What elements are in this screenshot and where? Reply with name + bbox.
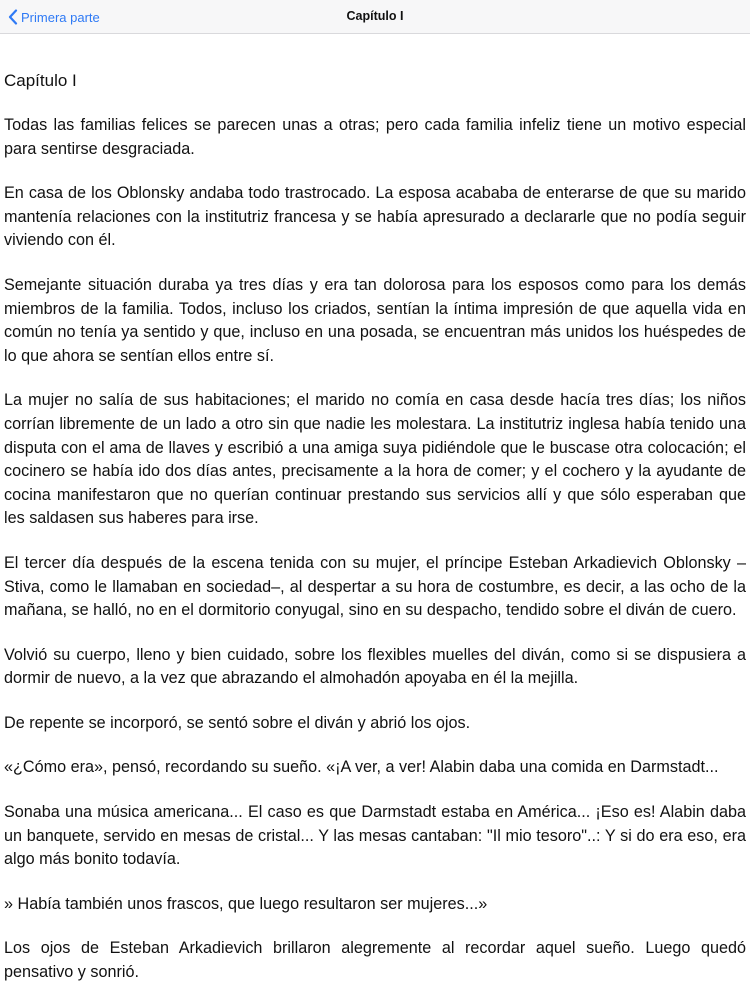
paragraph: » Había también unos frascos, que luego resultaron ser mujeres...» <box>4 894 488 913</box>
paragraph: De repente se incorporó, se sentó sobre el diván y abrió los ojos. <box>4 713 471 732</box>
nav-title: Capítulo I <box>346 9 404 23</box>
paragraph: «¿Cómo era», pensó, recordando su sueño. «¡A ver, a ver! Alabin daba una comida en Darmstadt... <box>4 758 719 777</box>
paragraph: Semejante situación duraba ya tres días y era tan dolorosa para los esposos como para los demás miembros de la familia. Todos, incluso los criados, sentían la íntima impresión de que aquella vida en común no tenía ya sentido y que, incluso en una posada, se encuentran más unidos los huéspedes de lo que ahora se sentían ellos entre sí. <box>4 275 746 365</box>
paragraph: El tercer día después de la escena tenida con su mujer, el príncipe Esteban Arkadievich Oblonsky –Stiva, como le llamaban en sociedad–, al despertar a su hora de costumbre, es decir, a las ocho de la mañana, se halló, no en el dormitorio conyugal, sino en su despacho, tendido sobre el diván de cuero. <box>4 553 746 620</box>
paragraph: Volvió su cuerpo, lleno y bien cuidado, sobre los flexibles muelles del diván, como si se dispusiera a dormir de nuevo, a la vez que abrazando el almohadón apoyaba en él la mejilla. <box>4 645 746 688</box>
paragraph: En casa de los Oblonsky andaba todo trastrocado. La esposa acababa de enterarse de que su marido mantenía relaciones con la institutriz francesa y se había apresurado a declararle que no podía seguir viviendo con él. <box>4 184 746 250</box>
back-button-label[interactable]: Primera parte <box>21 9 100 25</box>
reader-content <box>4 68 746 1006</box>
paragraph: Todas las familias felices se parecen unas a otras; pero cada familia infeliz tiene un motivo especial para sentirse desgraciada. <box>4 116 746 158</box>
paragraph: Los ojos de Esteban Arkadievich brillaron alegremente al recordar aquel sueño. Luego quedó pensativo y sonrió. <box>4 939 746 982</box>
paragraph: La mujer no salía de sus habitaciones; el marido no comía en casa desde hacía tres días; los niños corrían libremente de un lado a otro sin que nadie les molestara. La institutriz inglesa había tenido una disputa con el ama de llaves y escribió a una amiga suya pidiéndole que le buscase otra colocación; el cocinero se había ido dos días antes, precisamente a la hora de comer; y el cochero y la ayudante de cocina manifestaron que no querían continuar prestando sus servicios allí y que sólo esperaban que les saldasen sus haberes para irse. <box>4 391 746 528</box>
paragraph: Sonaba una música americana... El caso es que Darmstadt estaba en América... ¡Eso es! Alabin daba un banquete, servido en mesas de cristal... Y las mesas cantaban: "Il mio tesoro"..: Y si do era eso, era algo más bonito todavía. <box>4 803 746 869</box>
chapter-heading: Capítulo I <box>4 71 77 90</box>
navigation-bar <box>0 0 750 34</box>
